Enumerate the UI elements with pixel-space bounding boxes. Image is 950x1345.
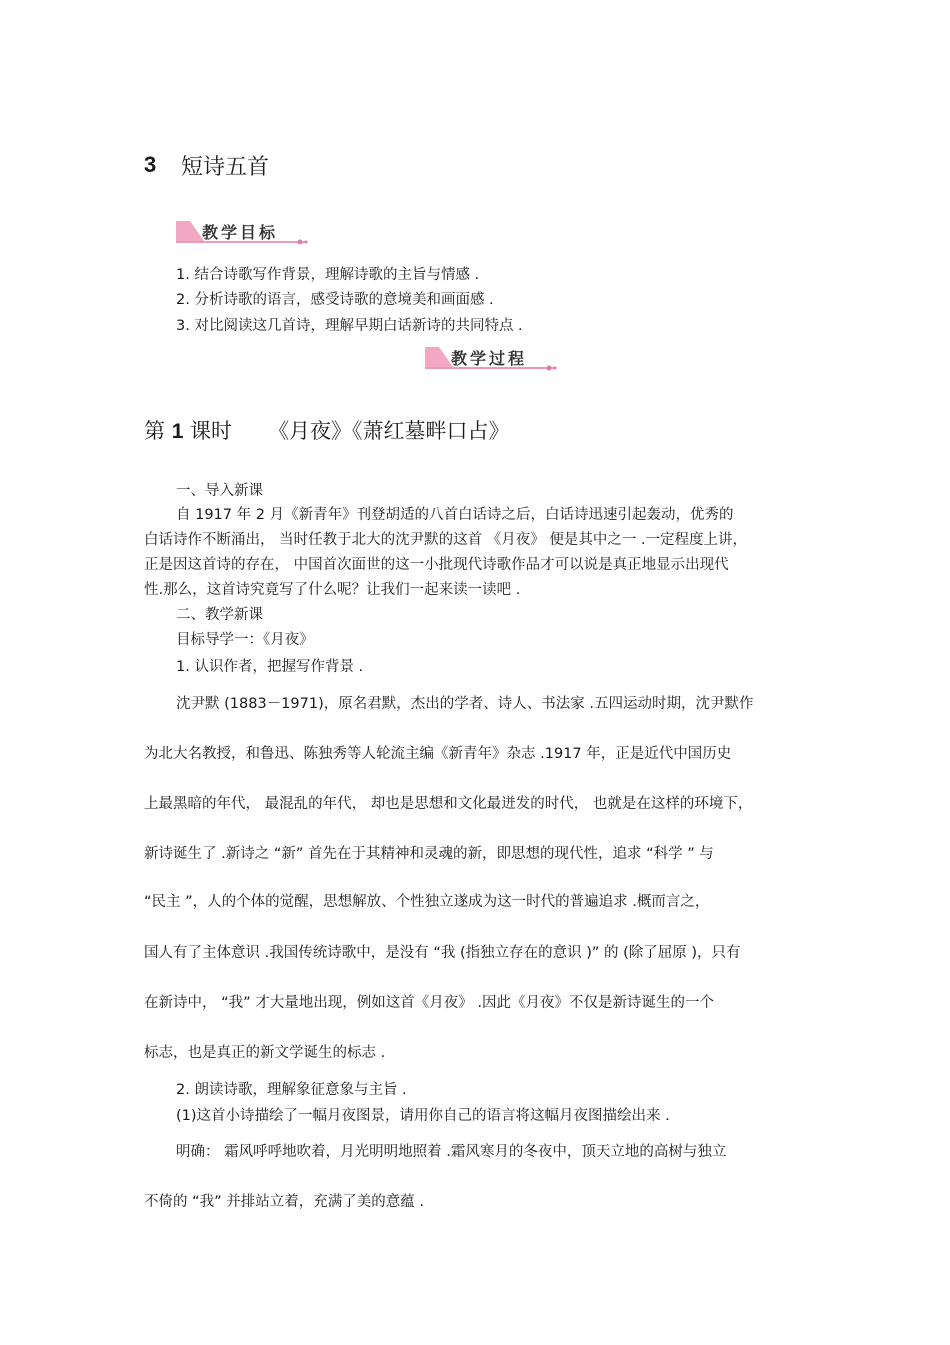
process-banner-label: 教学过程 xyxy=(451,349,528,368)
paragraph-line: 为北大名教授，和鲁迅、陈独秀等人轮流主编《新青年》杂志 .1917 年，正是近代中国历史 xyxy=(144,746,732,762)
paragraph-line: 白话诗作不断涌出， 当时任教于北大的沈尹默的这首 《月夜》 便是其中之一 .一定程度上讲， xyxy=(144,532,748,548)
answer-line: 不倚的 “我” 并排站立着，充满了美的意蕴 . xyxy=(144,1194,424,1210)
section-heading: 一、导入新课 xyxy=(176,483,263,499)
lesson-number: 1 xyxy=(171,420,184,443)
lesson-suffix: 课时 xyxy=(183,419,233,443)
goal-item: 1. 结合诗歌写作背景，理解诗歌的主旨与情感 . xyxy=(176,267,480,283)
lesson-prefix: 第 xyxy=(144,419,172,443)
lesson-heading xyxy=(144,415,510,445)
paragraph-line: 上最黑暗的年代， 最混乱的年代， 却也是思想和文化最迸发的时代， 也就是在这样的环境下， xyxy=(144,796,753,812)
question-line: (1)这首小诗描绘了一幅月夜图景，请用你自己的语言将这幅月夜图描绘出来 . xyxy=(176,1108,670,1124)
paragraph-line: 新诗诞生了 .新诗之 “新” 首先在于其精神和灵魂的新，即思想的现代性，追求 “科学 ” 与 xyxy=(144,846,714,862)
goals-banner-label: 教学目标 xyxy=(202,223,279,242)
paragraph-line: “民主 ”，人的个体的觉醒，思想解放、个性独立遂成为这一时代的普遍追求 .概而言之， xyxy=(144,894,710,910)
paragraph-line: 在新诗中， “我” 才大量地出现，例如这首《月夜》 .因此《月夜》不仅是新诗诞生的一个 xyxy=(144,995,714,1011)
goal-item: 2. 分析诗歌的语言，感受诗歌的意境美和画面感 . xyxy=(176,292,494,308)
answer-line: 明确： 霜风呼呼地吹着，月光明明地照着 .霜风寒月的冬夜中，顶天立地的高树与独立 xyxy=(176,1144,727,1160)
paragraph-line: 沈尹默 (1883－1971)，原名君默，杰出的学者、诗人、书法家 .五四运动时期，沈尹默作 xyxy=(176,696,754,712)
paragraph-line: 自 1917 年 2 月《新青年》刊登胡适的八首白话诗之后，白话诗迅速引起轰动，优秀的 xyxy=(176,507,734,523)
paragraph-line: 性.那么，这首诗究竟写了什么呢？让我们一起来读一读吧 . xyxy=(144,582,521,598)
paragraph-line: 正是因这首诗的存在， 中国首次面世的这一小批现代诗歌作品才可以说是真正地显示出现代 xyxy=(144,557,729,573)
goals-banner xyxy=(174,219,310,245)
subsection-heading: 目标导学一：《月夜》 xyxy=(176,632,314,648)
goal-item: 3. 对比阅读这几首诗，理解早期白话新诗的共同特点 . xyxy=(176,318,523,334)
paragraph-line: 标志，也是真正的新文学诞生的标志 . xyxy=(144,1045,386,1061)
section-number: 3 xyxy=(144,152,157,177)
process-banner xyxy=(423,345,559,371)
item-heading: 1. 认识作者，把握写作背景 . xyxy=(176,659,364,675)
section-heading: 二、教学新课 xyxy=(176,607,263,623)
lesson-title: 《月夜》《萧红墓畔口占》 xyxy=(268,419,510,443)
paragraph-line: 国人有了主体意识 .我国传统诗歌中，是没有 “我 (指独立存在的意识 )” 的 (除了屈原 )，只有 xyxy=(144,945,741,961)
page-title: 短诗五首 xyxy=(181,155,270,180)
item-heading: 2. 朗读诗歌，理解象征意象与主旨 . xyxy=(176,1082,407,1098)
